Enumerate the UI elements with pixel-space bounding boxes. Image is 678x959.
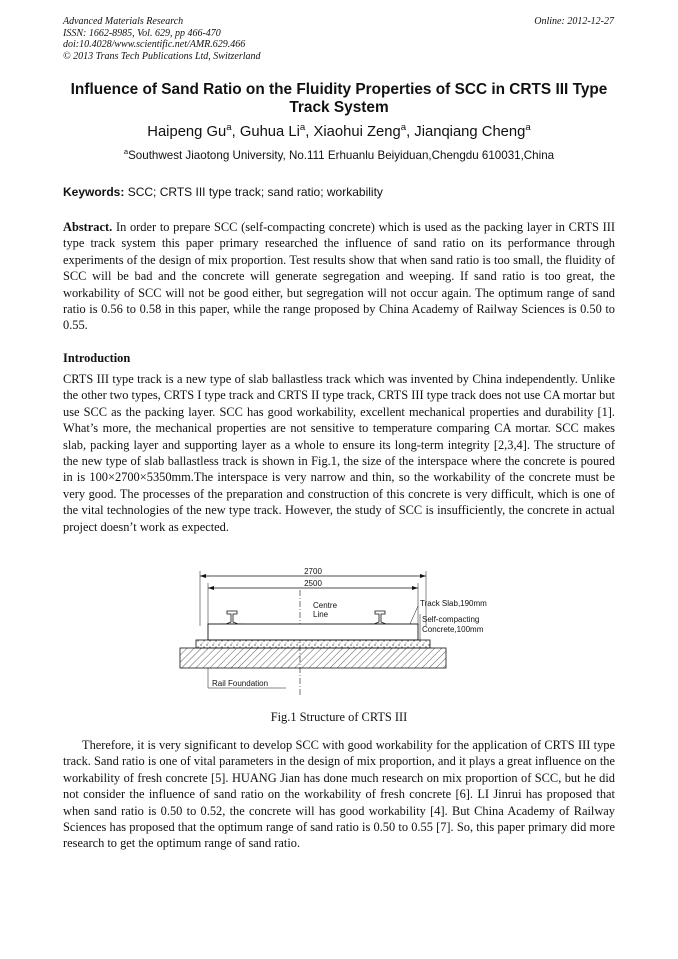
paper-title: Influence of Sand Ratio on the Fluidity Properties of SCC in CRTS III Type Track System (70, 81, 608, 116)
track-slab (208, 624, 418, 640)
abstract-text: In order to prepare SCC (self-compacting concrete) which is used as the packing layer in CRTS III type track system this paper primary researched the influence of sand ratio on its performance through experiments of the design of mix proportion. Test results show that when sand ratio is too small, the fluidity of SCC will be bad and the concrete will generate segregation and weeping. If sand ratio is too great, the workability of SCC will not be good either, but segregation will not occur again. The optimum range of sand ratio is 0.56 to 0.58 in this paper, while the range proposed by China Academy of Railway Sciences is 0.50 to 0.55. (63, 220, 615, 333)
author-affil-mark: a (400, 122, 407, 134)
keywords-line (63, 185, 383, 199)
abstract-label: Abstract. (63, 220, 113, 234)
author-affil-mark: a (299, 122, 306, 134)
intro-paragraph: CRTS III type track is a new type of slab ballastless track which was invented by China independently. Unlike the other two types, CRTS I type track and CRTS II type track, CRTS III type track does not use CA mortar but use SCC as the packing layer. SCC has good workability, excellent mechanical properties and durability [1]. What’s more, the mechanical properties are not sensitive to temperature comparing CA mortar. SCC makes slab, packing layer and supporting layer as a whole to ensure its long-term integrity [2,3,4]. The structure of the new type of slab ballastless track is shown in Fig.1, the size of the interspace where the concrete is poured in is 100×2700×5350mm.The interspace is very narrow and thin, so the workability of the concrete must be very good. The processes of the preparation and construction of this concrete is very difficult, which is one of the vital technologies of the new type track. However, the study of SCC is insufficiently, the concrete in actual project doesn’t work as expected. (63, 372, 615, 534)
scc-label: Concrete,100mm (422, 625, 484, 634)
affiliation (63, 149, 615, 162)
abstract (63, 219, 615, 334)
author-list: Haipeng Gu$^a$, Guhua Li$^a$, Xiaohui Zeng$^a$, Jianqiang Cheng$^a$ (147, 122, 531, 140)
journal-doi: doi:10.4028/www.scientific.net/AMR.629.466 (63, 39, 246, 50)
journal-name: Advanced Materials Research (63, 16, 184, 27)
figure-track-structure (170, 566, 510, 696)
figure-caption: Fig.1 Structure of CRTS III (270, 710, 408, 724)
affiliation-text: Southwest Jiaotong University, No.111 Erhuanlu Beiyiduan,Chengdu 610031,China (128, 149, 555, 162)
journal-issn: ISSN: 1662-8985, Vol. 629, pp 466-470 (63, 27, 221, 39)
rail-foundation-label: Rail Foundation (212, 679, 269, 688)
journal-copyright: © 2013 Trans Tech Publications Ltd, Switzerland (63, 50, 261, 62)
author-name: Jianqiang Cheng (414, 124, 526, 140)
dimension-outer-label: 2700 (304, 567, 322, 576)
scc-layer (196, 640, 430, 648)
scc-label: Self-compacting (422, 615, 480, 624)
track-slab-label: Track Slab,190mm (420, 599, 487, 608)
centre-line-label: Line (313, 610, 329, 619)
author-name: Guhua Li (239, 124, 300, 140)
centre-line-label: Centre (313, 601, 338, 610)
author-affil-mark: a (226, 122, 232, 134)
journal-header (63, 16, 261, 62)
author-name: Haipeng Gu (147, 124, 227, 140)
keywords-text: SCC; CRTS III type track; sand ratio; workability (127, 185, 383, 199)
author-name: Xiaohui Zeng (313, 124, 401, 140)
section-heading-introduction: Introduction (63, 351, 131, 365)
author-affil-mark: a (525, 122, 531, 134)
dimension-inner-label: 2500 (304, 579, 322, 588)
keywords-label: Keywords: (63, 185, 125, 199)
body-paragraph: Therefore, it is very significant to develop SCC with good workability for the application of CRTS III type track. Sand ratio is one of vital parameters in the design of mix proportion, and it plays a great influence on the workability of fresh concrete [5]. HUANG Jian has done much research on mix proportion of SCC, but he did not consider the influence of sand ratio on the workability of fresh concrete [6]. LI Jinrui has proposed that when sand ratio is 0.50 to 0.52, the concrete will has good workability [4]. But China Academy of Railway Sciences has proposed that the optimum range of sand ratio is 0.50 to 0.55 [7]. So, this paper primary did more research to get the optimum range of sand ratio. (63, 738, 615, 851)
affiliation-mark: a (123, 147, 129, 157)
supporting-layer (180, 648, 446, 668)
online-date: Online: 2012-12-27 (534, 16, 614, 27)
